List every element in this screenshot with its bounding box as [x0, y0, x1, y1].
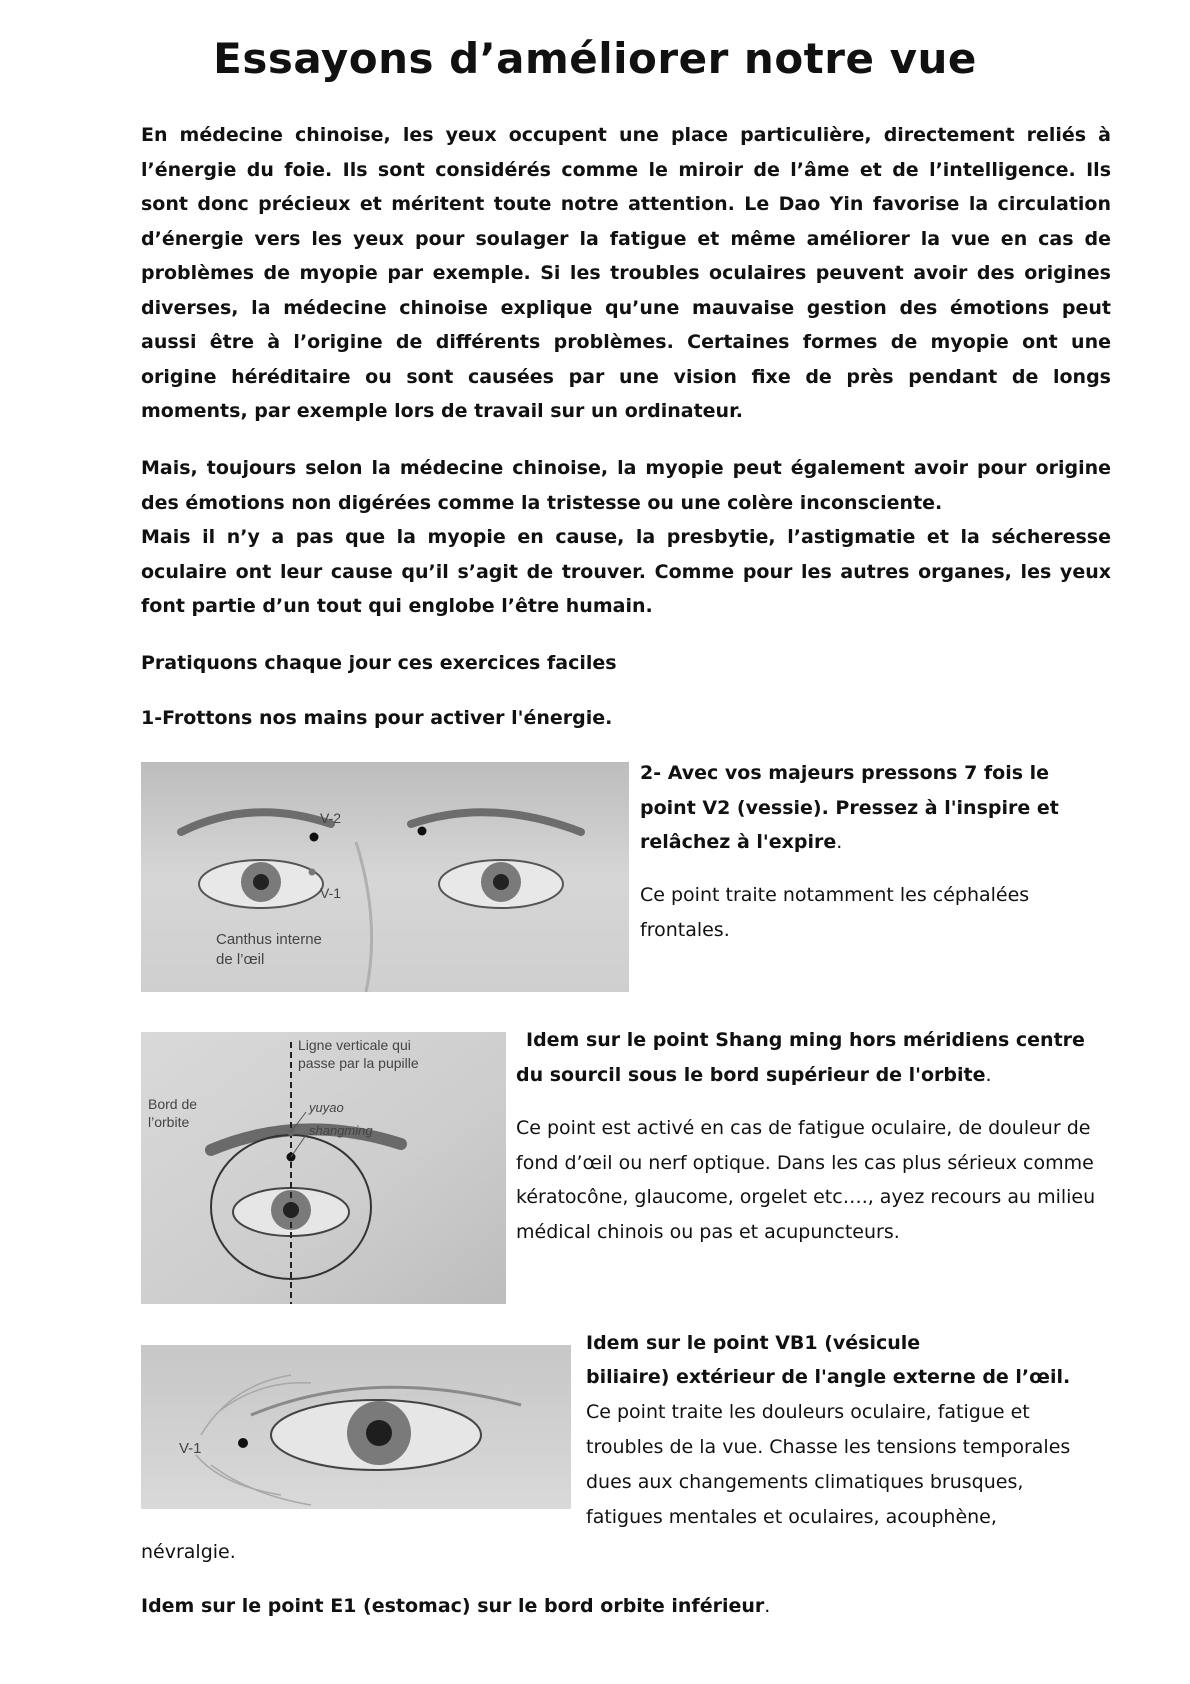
eye-vb1-photo — [141, 1345, 571, 1509]
step-4-note-line-3: dues aux changements climatiques brusques, — [586, 1471, 1024, 1493]
step-4-note-line-1: Ce point traite les douleurs oculaire, fatigue et — [586, 1401, 1030, 1423]
v1-point-marker — [309, 869, 316, 876]
label-bord-1: Bord de — [148, 1096, 198, 1112]
label-line-2: passe par la pupille — [298, 1055, 419, 1071]
label-v1: V-1 — [320, 885, 342, 901]
eyebrow-shangming-photo — [141, 1032, 506, 1304]
label-yuyao: yuyao — [309, 1100, 344, 1115]
intro-paragraph-2: Mais, toujours selon la médecine chinoise, la myopie peut également avoir pour origine des émotions non digérées comme la tristesse ou une colère inconsciente. — [141, 457, 1111, 514]
step-2-note: Ce point traite notamment les céphalées frontales. — [640, 884, 1030, 941]
label-canthus-2: de l’œil — [216, 951, 265, 968]
intro-paragraph-3: Mais il n’y a pas que la myopie en cause, la presbytie, l’astigmatie et la sécheresse oculaire ont leur cause qu’il s’agit de trouver. Comme pour les autres organes, les yeux font partie d’un tout qui englobe l’être humain. — [141, 526, 1111, 617]
step-3-note: Ce point est activé en cas de fatigue oculaire, de douleur de fond d’œil ou nerf optique. Dans les cas plus sérieux comme kératocône, glaucome, orgelet etc…., ayez recours au milieu médical chinois ou pas et acupuncteurs. — [516, 1117, 1096, 1243]
v2-point-marker-right — [418, 827, 427, 836]
label-v2: V-2 — [320, 810, 342, 826]
step-3-instruction: Idem sur le point Shang ming hors méridiens centre du sourcil sous le bord supérieur de l'orbite. — [516, 1029, 1085, 1086]
label-shangming: shangming — [309, 1123, 373, 1138]
step-4-instruction-line-1: Idem sur le point VB1 (vésicule — [586, 1332, 921, 1354]
step-5-instruction: Idem sur le point E1 (estomac) sur le bord orbite inférieur. — [141, 1595, 771, 1617]
page-title: Essayons d’améliorer notre vue — [213, 34, 977, 83]
step-2-instruction: 2- Avec vos majeurs pressons 7 fois le point V2 (vessie). Pressez à l'inspire et relâchez à l'expire. — [640, 762, 1059, 853]
step-1: 1-Frottons nos mains pour activer l'énergie. — [141, 707, 613, 729]
eyes-v2-photo — [141, 762, 629, 992]
intro-paragraph-1: En médecine chinoise, les yeux occupent une place particulière, directement reliés à l’énergie du foie. Ils sont considérés comme le miroir de l’âme et de l’intelligence. Ils sont donc précieux et méritent toute notre attention. Le Dao Yin favorise la circulation d’énergie vers les yeux pour soulager la fatigue et même améliorer la vue en cas de problèmes de myopie par exemple. Si les troubles oculaires peuvent avoir des origines diverses, la médecine chinoise explique qu’une mauvaise gestion des émotions peut aussi être à l’origine de différents problèmes. Certaines formes de myopie ont une origine héréditaire ou sont causées par une vision fixe de près pendant de longs moments, par exemple lors de travail sur un ordinateur. — [141, 124, 1111, 422]
label-line-1: Ligne verticale qui — [298, 1037, 411, 1053]
step-4-instruction-line-2: biliaire) extérieur de l'angle externe de l’œil. — [586, 1366, 1071, 1388]
step-4-note-line-4: fatigues mentales et oculaires, acouphène, — [586, 1506, 997, 1528]
label-v1-figure3: V-1 — [179, 1440, 202, 1457]
step-4-note-end: névralgie. — [141, 1541, 236, 1563]
practice-heading: Pratiquons chaque jour ces exercices faciles — [141, 652, 617, 674]
step-4-note-line-2: troubles de la vue. Chasse les tensions temporales — [586, 1436, 1071, 1458]
vb1-point-marker — [238, 1438, 248, 1448]
label-canthus-1: Canthus interne — [216, 931, 322, 948]
v2-point-marker — [310, 833, 319, 842]
label-bord-2: l’orbite — [148, 1114, 190, 1130]
